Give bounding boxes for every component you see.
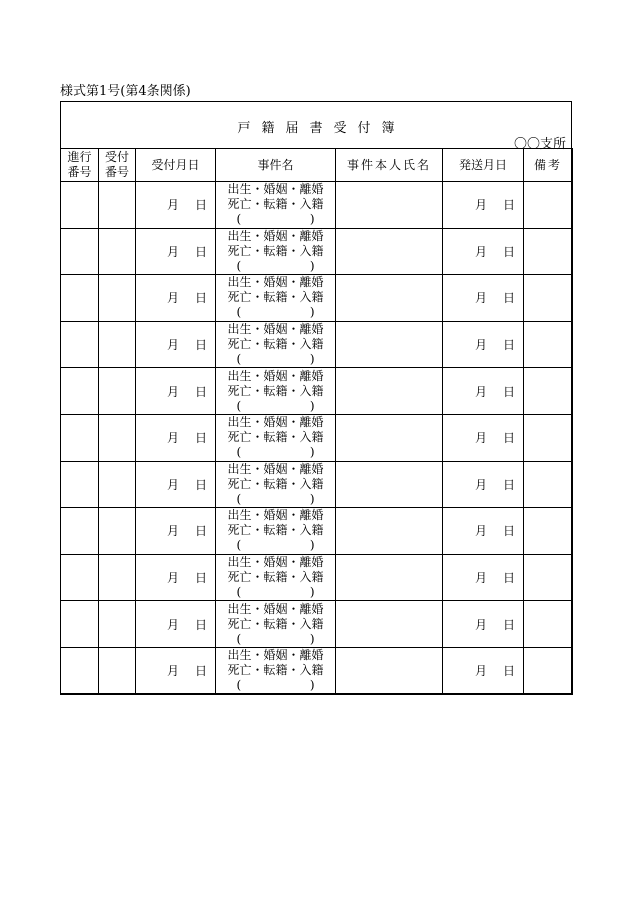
event-other-parenthesis [237, 585, 315, 600]
month-label: 月 [474, 384, 487, 399]
principal-name-cell[interactable] [336, 647, 443, 694]
remarks-cell[interactable] [524, 414, 573, 461]
month-label: 月 [166, 198, 179, 213]
table-row [61, 321, 573, 368]
dispatch-date-cell[interactable] [443, 228, 524, 275]
day-label: 日 [194, 291, 207, 306]
event-options-line1: 出生・婚姻・離婚 [227, 601, 324, 616]
receipt-date-cell[interactable] [136, 228, 216, 275]
month-label: 月 [166, 338, 179, 353]
form-caption: 様式第1号(第4条関係) [60, 84, 191, 99]
day-label: 日 [502, 524, 515, 539]
remarks-cell[interactable] [524, 601, 573, 648]
event-other-parenthesis [237, 259, 315, 274]
table-row [61, 461, 573, 508]
principal-name-cell[interactable] [336, 368, 443, 415]
event-options-line1: 出生・婚姻・離婚 [227, 275, 324, 290]
receipt-no-cell[interactable] [99, 321, 136, 368]
event-name-cell[interactable] [216, 508, 336, 555]
receipt-no-cell[interactable] [99, 368, 136, 415]
event-name-cell[interactable] [216, 275, 336, 322]
month-label: 月 [474, 477, 487, 492]
day-label: 日 [194, 477, 207, 492]
event-name-cell[interactable] [216, 368, 336, 415]
receipt-no-cell[interactable] [99, 275, 136, 322]
event-other-parenthesis [237, 399, 315, 414]
progress-no-cell[interactable] [61, 601, 99, 648]
paren-open: ( [236, 491, 242, 506]
paren-close: ) [309, 445, 315, 460]
col-header-principal-name: 事件本人氏名 [336, 149, 443, 182]
event-other-parenthesis [237, 305, 315, 320]
dispatch-date-cell[interactable] [443, 182, 524, 229]
day-label: 日 [194, 198, 207, 213]
remarks-cell[interactable] [524, 275, 573, 322]
ledger-table [60, 148, 573, 695]
event-name-cell[interactable] [216, 461, 336, 508]
principal-name-cell[interactable] [336, 414, 443, 461]
paren-open: ( [236, 212, 242, 227]
day-label: 日 [502, 617, 515, 632]
receipt-date-cell[interactable] [136, 554, 216, 601]
event-options-line2: 死亡・転籍・入籍 [227, 476, 324, 491]
progress-no-cell[interactable] [61, 508, 99, 555]
principal-name-cell[interactable] [336, 321, 443, 368]
principal-name-cell[interactable] [336, 461, 443, 508]
table-row [61, 601, 573, 648]
event-options-line2: 死亡・転籍・入籍 [227, 430, 324, 445]
remarks-cell[interactable] [524, 508, 573, 555]
paren-open: ( [236, 678, 242, 693]
progress-no-cell[interactable] [61, 228, 99, 275]
paren-close: ) [309, 212, 315, 227]
event-name-cell[interactable] [216, 182, 336, 229]
day-label: 日 [502, 198, 515, 213]
progress-no-cell[interactable] [61, 647, 99, 694]
event-other-parenthesis [237, 445, 315, 460]
event-options-line1: 出生・婚姻・離婚 [227, 508, 324, 523]
receipt-no-cell[interactable] [99, 461, 136, 508]
ledger-title-block [61, 102, 571, 152]
event-name-cell[interactable] [216, 601, 336, 648]
event-options-line2: 死亡・転籍・入籍 [227, 337, 324, 352]
table-row [61, 182, 573, 229]
day-label: 日 [502, 291, 515, 306]
col-header-receipt-date: 受付月日 [136, 149, 216, 182]
paren-close: ) [309, 631, 315, 646]
month-label: 月 [166, 524, 179, 539]
remarks-cell[interactable] [524, 647, 573, 694]
principal-name-cell[interactable] [336, 182, 443, 229]
remarks-cell[interactable] [524, 321, 573, 368]
month-label: 月 [474, 571, 487, 586]
event-options-line1: 出生・婚姻・離婚 [227, 555, 324, 570]
event-name-cell[interactable] [216, 321, 336, 368]
progress-no-cell[interactable] [61, 321, 99, 368]
day-label: 日 [502, 338, 515, 353]
month-label: 月 [474, 291, 487, 306]
day-label: 日 [194, 384, 207, 399]
paren-close: ) [309, 305, 315, 320]
col-header-remarks: 備考 [524, 149, 573, 182]
branch-label: 〇〇支所 [513, 137, 566, 152]
remarks-cell[interactable] [524, 182, 573, 229]
paren-close: ) [309, 585, 315, 600]
table-row [61, 275, 573, 322]
header-row [61, 149, 573, 182]
event-options-line2: 死亡・転籍・入籍 [227, 570, 324, 585]
principal-name-cell[interactable] [336, 601, 443, 648]
paren-open: ( [236, 352, 242, 367]
day-label: 日 [194, 617, 207, 632]
table-row [61, 508, 573, 555]
event-options-line1: 出生・婚姻・離婚 [227, 415, 324, 430]
event-options-line2: 死亡・転籍・入籍 [227, 197, 324, 212]
dispatch-date-cell[interactable] [443, 508, 524, 555]
event-name-cell[interactable] [216, 647, 336, 694]
progress-no-cell[interactable] [61, 368, 99, 415]
month-label: 月 [474, 664, 487, 679]
event-other-parenthesis [237, 352, 315, 367]
event-options-line1: 出生・婚姻・離婚 [227, 322, 324, 337]
receipt-date-cell[interactable] [136, 182, 216, 229]
month-label: 月 [474, 524, 487, 539]
receipt-date-cell[interactable] [136, 508, 216, 555]
paren-open: ( [236, 305, 242, 320]
remarks-cell[interactable] [524, 228, 573, 275]
month-label: 月 [166, 244, 179, 259]
paren-close: ) [309, 352, 315, 367]
event-options-line2: 死亡・転籍・入籍 [227, 290, 324, 305]
principal-name-cell[interactable] [336, 275, 443, 322]
dispatch-date-cell[interactable] [443, 368, 524, 415]
day-label: 日 [502, 477, 515, 492]
month-label: 月 [474, 198, 487, 213]
principal-name-cell[interactable] [336, 228, 443, 275]
dispatch-date-cell[interactable] [443, 554, 524, 601]
event-options-line2: 死亡・転籍・入籍 [227, 523, 324, 538]
month-label: 月 [474, 617, 487, 632]
paren-close: ) [309, 398, 315, 413]
col-header-event-name: 事件名 [216, 149, 336, 182]
day-label: 日 [502, 384, 515, 399]
event-options-line1: 出生・婚姻・離婚 [227, 648, 324, 663]
event-options-line1: 出生・婚姻・離婚 [227, 368, 324, 383]
day-label: 日 [194, 431, 207, 446]
remarks-cell[interactable] [524, 554, 573, 601]
progress-no-cell[interactable] [61, 414, 99, 461]
event-options-line2: 死亡・転籍・入籍 [227, 243, 324, 258]
receipt-date-cell[interactable] [136, 368, 216, 415]
event-other-parenthesis [237, 492, 315, 507]
receipt-no-cell[interactable] [99, 647, 136, 694]
paren-close: ) [309, 491, 315, 506]
dispatch-date-cell[interactable] [443, 414, 524, 461]
month-label: 月 [166, 664, 179, 679]
principal-name-cell[interactable] [336, 554, 443, 601]
registry-ledger-form [60, 101, 572, 694]
receipt-date-cell[interactable] [136, 275, 216, 322]
ledger-body [61, 182, 573, 695]
table-row [61, 647, 573, 694]
event-options-line2: 死亡・転籍・入籍 [227, 616, 324, 631]
receipt-date-cell[interactable] [136, 601, 216, 648]
day-label: 日 [194, 664, 207, 679]
table-row [61, 228, 573, 275]
event-options-line1: 出生・婚姻・離婚 [227, 182, 324, 197]
event-other-parenthesis [237, 632, 315, 647]
month-label: 月 [166, 431, 179, 446]
receipt-date-cell[interactable] [136, 321, 216, 368]
event-name-cell[interactable] [216, 228, 336, 275]
paren-open: ( [236, 398, 242, 413]
dispatch-date-cell[interactable] [443, 461, 524, 508]
paren-close: ) [309, 258, 315, 273]
col-header-receipt-no: 受付 番号 [99, 149, 136, 182]
progress-no-cell[interactable] [61, 554, 99, 601]
event-name-cell[interactable] [216, 554, 336, 601]
month-label: 月 [166, 477, 179, 492]
receipt-no-cell[interactable] [99, 182, 136, 229]
table-row [61, 368, 573, 415]
table-row [61, 554, 573, 601]
paren-open: ( [236, 585, 242, 600]
month-label: 月 [474, 431, 487, 446]
event-other-parenthesis [237, 678, 315, 693]
month-label: 月 [166, 571, 179, 586]
day-label: 日 [502, 431, 515, 446]
table-row [61, 414, 573, 461]
col-header-dispatch-date: 発送月日 [443, 149, 524, 182]
ledger-title: 戸籍届書受付簿 [237, 121, 406, 136]
day-label: 日 [502, 571, 515, 586]
col-header-progress-no: 進行 番号 [61, 149, 99, 182]
event-options-line2: 死亡・転籍・入籍 [227, 383, 324, 398]
day-label: 日 [502, 244, 515, 259]
paren-open: ( [236, 538, 242, 553]
receipt-no-cell[interactable] [99, 228, 136, 275]
remarks-cell[interactable] [524, 368, 573, 415]
paren-open: ( [236, 445, 242, 460]
progress-no-cell[interactable] [61, 275, 99, 322]
receipt-no-cell[interactable] [99, 601, 136, 648]
day-label: 日 [194, 338, 207, 353]
progress-no-cell[interactable] [61, 461, 99, 508]
receipt-no-cell[interactable] [99, 508, 136, 555]
event-options-line2: 死亡・転籍・入籍 [227, 663, 324, 678]
dispatch-date-cell[interactable] [443, 321, 524, 368]
remarks-cell[interactable] [524, 461, 573, 508]
event-options-line1: 出生・婚姻・離婚 [227, 228, 324, 243]
event-name-cell[interactable] [216, 414, 336, 461]
day-label: 日 [194, 524, 207, 539]
dispatch-date-cell[interactable] [443, 275, 524, 322]
paren-open: ( [236, 258, 242, 273]
month-label: 月 [474, 338, 487, 353]
paren-close: ) [309, 678, 315, 693]
dispatch-date-cell[interactable] [443, 601, 524, 648]
receipt-no-cell[interactable] [99, 414, 136, 461]
day-label: 日 [194, 244, 207, 259]
day-label: 日 [502, 664, 515, 679]
month-label: 月 [474, 244, 487, 259]
event-other-parenthesis [237, 538, 315, 553]
receipt-date-cell[interactable] [136, 414, 216, 461]
event-options-line1: 出生・婚姻・離婚 [227, 461, 324, 476]
paren-open: ( [236, 631, 242, 646]
dispatch-date-cell[interactable] [443, 647, 524, 694]
day-label: 日 [194, 571, 207, 586]
receipt-date-cell[interactable] [136, 461, 216, 508]
month-label: 月 [166, 384, 179, 399]
receipt-date-cell[interactable] [136, 647, 216, 694]
paren-close: ) [309, 538, 315, 553]
progress-no-cell[interactable] [61, 182, 99, 229]
principal-name-cell[interactable] [336, 508, 443, 555]
month-label: 月 [166, 291, 179, 306]
event-other-parenthesis [237, 212, 315, 227]
receipt-no-cell[interactable] [99, 554, 136, 601]
month-label: 月 [166, 617, 179, 632]
